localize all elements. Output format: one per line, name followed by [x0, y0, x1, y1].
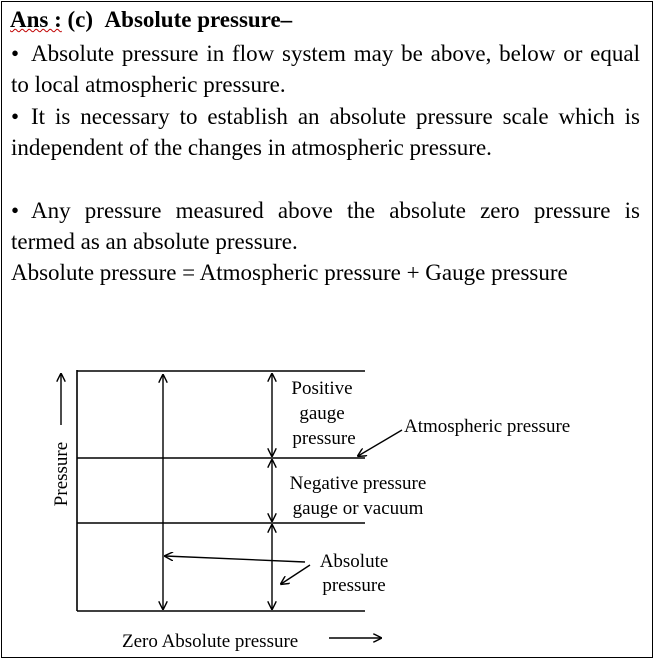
absolute-pointer-right: [281, 565, 310, 584]
formula-text: Absolute pressure = Atmospheric pressure + Gauge pressure: [11, 260, 568, 285]
positive-gauge-label-2: gauge: [299, 403, 345, 424]
point-1-text: Absolute pressure in flow system may be above, below or equal to local atmospheric pressure.: [11, 41, 640, 97]
point-3-text: Any pressure measured above the absolute zero pressure is termed as an absolute pressure.: [11, 198, 640, 254]
positive-gauge-label-1: Positive: [291, 378, 353, 399]
bullet-icon: •: [11, 104, 20, 129]
bullet-icon: •: [11, 198, 20, 223]
absolute-label-2: pressure: [322, 575, 386, 596]
atmospheric-pointer-arrow: [358, 430, 402, 456]
bullet-icon: •: [11, 41, 20, 66]
atmospheric-pressure-label: Atmospheric pressure: [404, 416, 571, 437]
positive-gauge-label-3: pressure: [292, 428, 356, 449]
negative-gauge-label-2: gauge or vacuum: [292, 498, 424, 519]
absolute-label-1: Absolute: [319, 551, 389, 572]
answer-option: (c): [67, 7, 94, 32]
x-axis-label: Zero Absolute pressure: [122, 631, 299, 652]
point-2-text: It is necessary to establish an absolute pressure scale which is independent of the changes in atmospheric pressure.: [11, 104, 640, 160]
answer-prefix: Ans :: [10, 7, 62, 32]
absolute-pointer-left: [165, 556, 305, 562]
negative-gauge-label-1: Negative pressure: [289, 473, 427, 494]
y-axis-label: Pressure: [51, 441, 72, 507]
answer-topic: Absolute pressure–: [104, 7, 293, 32]
